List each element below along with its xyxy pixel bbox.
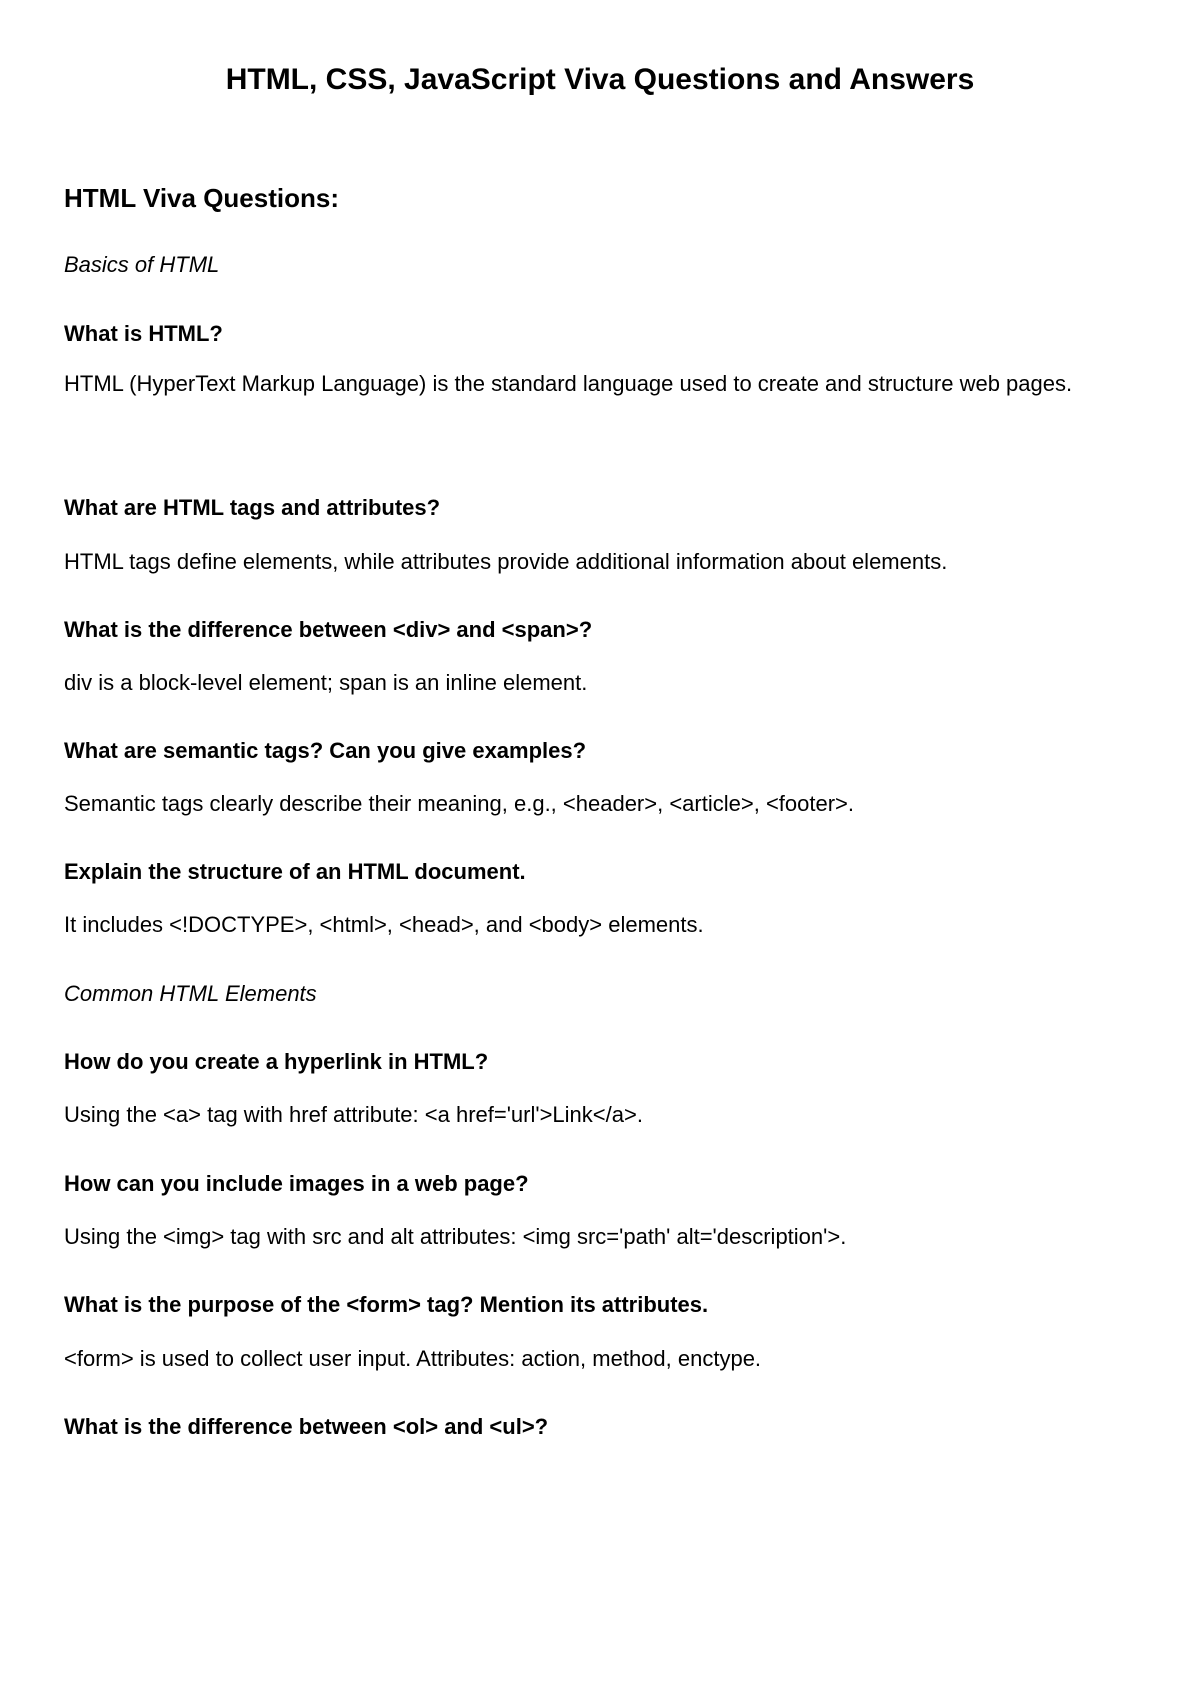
question-semantic-tags: What are semantic tags? Can you give examples? <box>64 738 587 763</box>
answer-what-is-html: HTML (HyperText Markup Language) is the standard language used to create and structure web pages. <box>64 371 1073 396</box>
subsection-basics-of-html: Basics of HTML <box>64 252 220 277</box>
question-what-is-html: What is HTML? <box>64 321 223 346</box>
question-form-tag: What is the purpose of the <form> tag? Mention its attributes. <box>64 1292 709 1317</box>
subsection-common-html-elements: Common HTML Elements <box>64 981 317 1006</box>
question-ol-vs-ul: What is the difference between <ol> and <ul>? <box>64 1414 549 1439</box>
answer-form-tag: <form> is used to collect user input. Attributes: action, method, enctype. <box>64 1346 762 1371</box>
question-images: How can you include images in a web page? <box>64 1171 529 1196</box>
answer-hyperlink: Using the <a> tag with href attribute: <a href='url'>Link</a>. <box>64 1102 643 1127</box>
answer-document-structure: It includes <!DOCTYPE>, <html>, <head>, and <body> elements. <box>64 912 704 937</box>
question-document-structure: Explain the structure of an HTML document. <box>64 859 526 884</box>
answer-images: Using the <img> tag with src and alt attributes: <img src='path' alt='description'>. <box>64 1224 847 1249</box>
answer-tags-and-attributes: HTML tags define elements, while attributes provide additional information about elements. <box>64 549 948 574</box>
question-div-vs-span: What is the difference between <div> and <span>? <box>64 617 593 642</box>
document-title: HTML, CSS, JavaScript Viva Questions and Answers <box>225 63 975 96</box>
question-hyperlink: How do you create a hyperlink in HTML? <box>64 1049 489 1074</box>
answer-semantic-tags: Semantic tags clearly describe their meaning, e.g., <header>, <article>, <footer>. <box>64 791 855 816</box>
section-heading-html: HTML Viva Questions: <box>64 183 339 213</box>
answer-div-vs-span: div is a block-level element; span is an inline element. <box>64 670 588 695</box>
question-tags-and-attributes: What are HTML tags and attributes? <box>64 495 441 520</box>
